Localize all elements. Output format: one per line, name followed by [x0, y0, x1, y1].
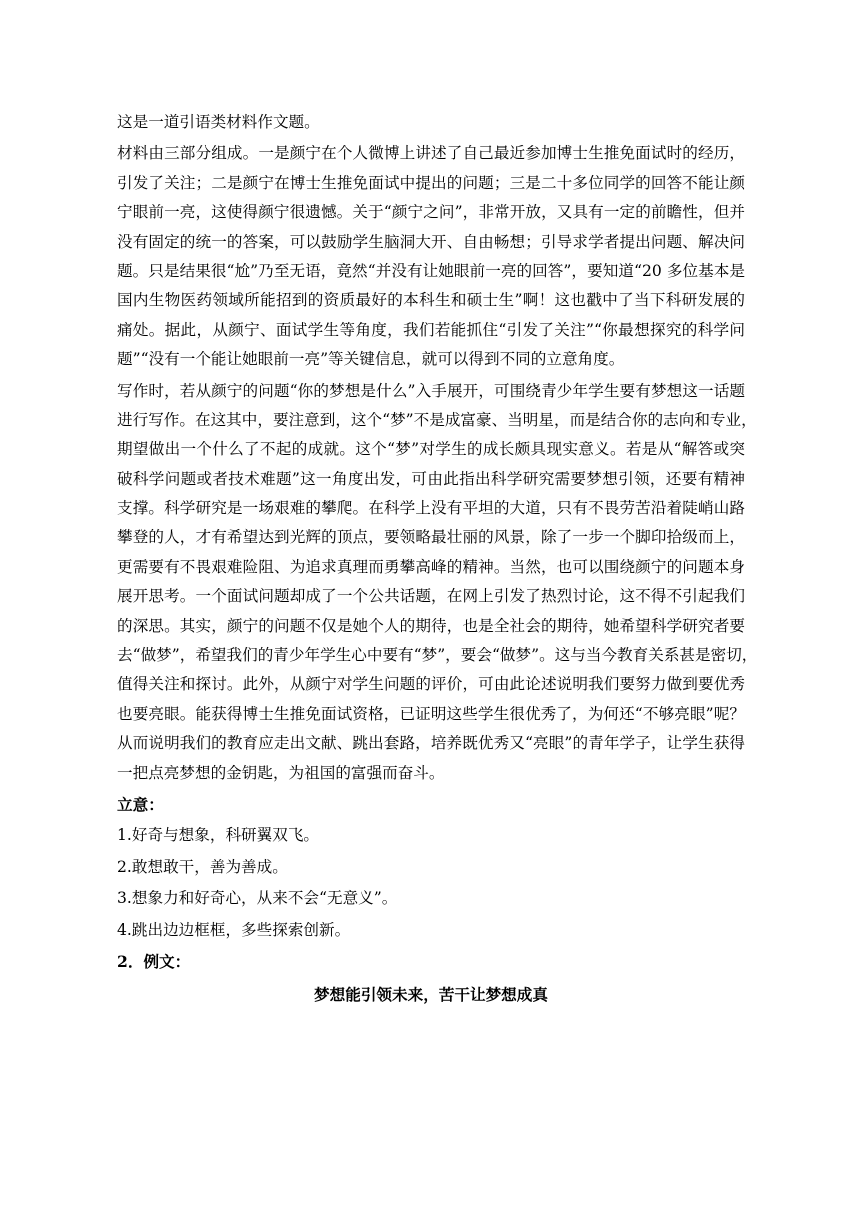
paragraph-line: 的深思。其实，颜宁的问题不仅是她个人的期待，也是全社会的期待，她希望科学研究者要: [117, 616, 745, 635]
analysis-paragraph-1: [117, 139, 745, 374]
paragraph-line: 去“做梦”，希望我们的青少年学生心中要有“梦”，要会“做梦”。这与当今教育关系甚是密切，: [117, 646, 758, 665]
themes-heading: 立意：: [117, 794, 164, 814]
paragraph-line: 国内生物医药领域所能招到的资质最好的本科生和硕士生”啊！这也戳中了当下科研发展的: [117, 291, 745, 310]
paragraph-line: 写作时，若从颜宁的问题“你的梦想是什么”入手展开，可围绕青少年学生要有梦想这一话题: [117, 381, 745, 400]
essay-title: 梦想能引领未来，苦干让梦想成真: [314, 985, 548, 1005]
paragraph-line: 进行写作。在这其中，要注意到，这个“梦”不是成富豪、当明星，而是结合你的志向和专业，: [117, 410, 757, 429]
theme-item-4: 4.跳出边边框框，多些探索创新。: [117, 920, 351, 939]
paragraph-line: 也要亮眼。能获得博士生推免面试资格，已证明这些学生很优秀了，为何还“不够亮眼”呢？: [117, 704, 745, 723]
paragraph-line: 更需要有不畏艰难险阻、为追求真理而勇攀高峰的精神。当然，也可以围绕颜宁的问题本身: [117, 557, 745, 576]
paragraph-line: 宁眼前一亮，这使得颜宁很遗憾。关于“颜宁之问”，非常开放，又具有一定的前瞻性，但并: [117, 203, 745, 222]
paragraph-line: 没有固定的统一的答案，可以鼓励学生脑洞大开、自由畅想；引导求学者提出问题、解决问: [117, 232, 745, 251]
paragraph-line: 从而说明我们的教育应走出文献、跳出套路，培养既优秀又“亮眼”的青年学子，让学生获得: [117, 734, 745, 753]
paragraph-line: 期望做出一个什么了不起的成就。这个“梦”对学生的成长颇具现实意义。若是从“解答或突: [117, 440, 745, 459]
paragraph-line: 一把点亮梦想的金钥匙，为祖国的富强而奋斗。: [117, 763, 445, 782]
analysis-paragraph-2: [117, 377, 758, 788]
paragraph-line: 引发了关注；二是颜宁在博士生推免面试中提出的问题；三是二十多位同学的回答不能让颜: [117, 173, 745, 192]
theme-item-3: 3.想象力和好奇心，从来不会“无意义”。: [117, 889, 398, 908]
paragraph-line: 支撑。科学研究是一场艰难的攀爬。在科学上没有平坦的大道，只有不畏劳苦沿着陡峭山路: [117, 499, 745, 518]
document-page: [117, 108, 758, 1010]
intro-line: 这是一道引语类材料作文题。: [117, 113, 320, 131]
paragraph-line: 展开思考。一个面试问题却成了一个公共话题，在网上引发了热烈讨论，这不得不引起我们: [117, 587, 745, 606]
paragraph-line: 材料由三部分组成。一是颜宁在个人微博上讲述了自己最近参加博士生推免面试时的经历，: [117, 144, 745, 163]
paragraph-line: 题。只是结果很“尬”乃至无语，竟然“并没有让她眼前一亮的回答”，要知道“20 多位基本是: [117, 261, 745, 280]
paragraph-line: 题”“没有一个能让她眼前一亮”等关键信息，就可以得到不同的立意角度。: [117, 350, 625, 369]
paragraph-line: 痛处。据此，从颜宁、面试学生等角度，我们若能抓住“引发了关注”“你最想探究的科学问: [117, 320, 745, 339]
paragraph-line: 值得关注和探讨。此外，从颜宁对学生问题的评价，可由此论述说明我们要努力做到要优秀: [117, 675, 745, 694]
paragraph-line: 攀登的人，才有希望达到光辉的顶点，要领略最壮丽的风景，除了一步一个脚印拾级而上，: [117, 528, 745, 547]
paragraph-line: 破科学问题或者技术难题”这一角度出发，可由此指出科学研究需要梦想引领，还要有精神: [117, 469, 745, 488]
theme-item-1: 1.好奇与想象，科研翼双飞。: [117, 826, 320, 845]
example-heading: 2．例文：: [117, 951, 191, 971]
theme-item-2: 2.敢想敢干，善为善成。: [117, 857, 288, 876]
